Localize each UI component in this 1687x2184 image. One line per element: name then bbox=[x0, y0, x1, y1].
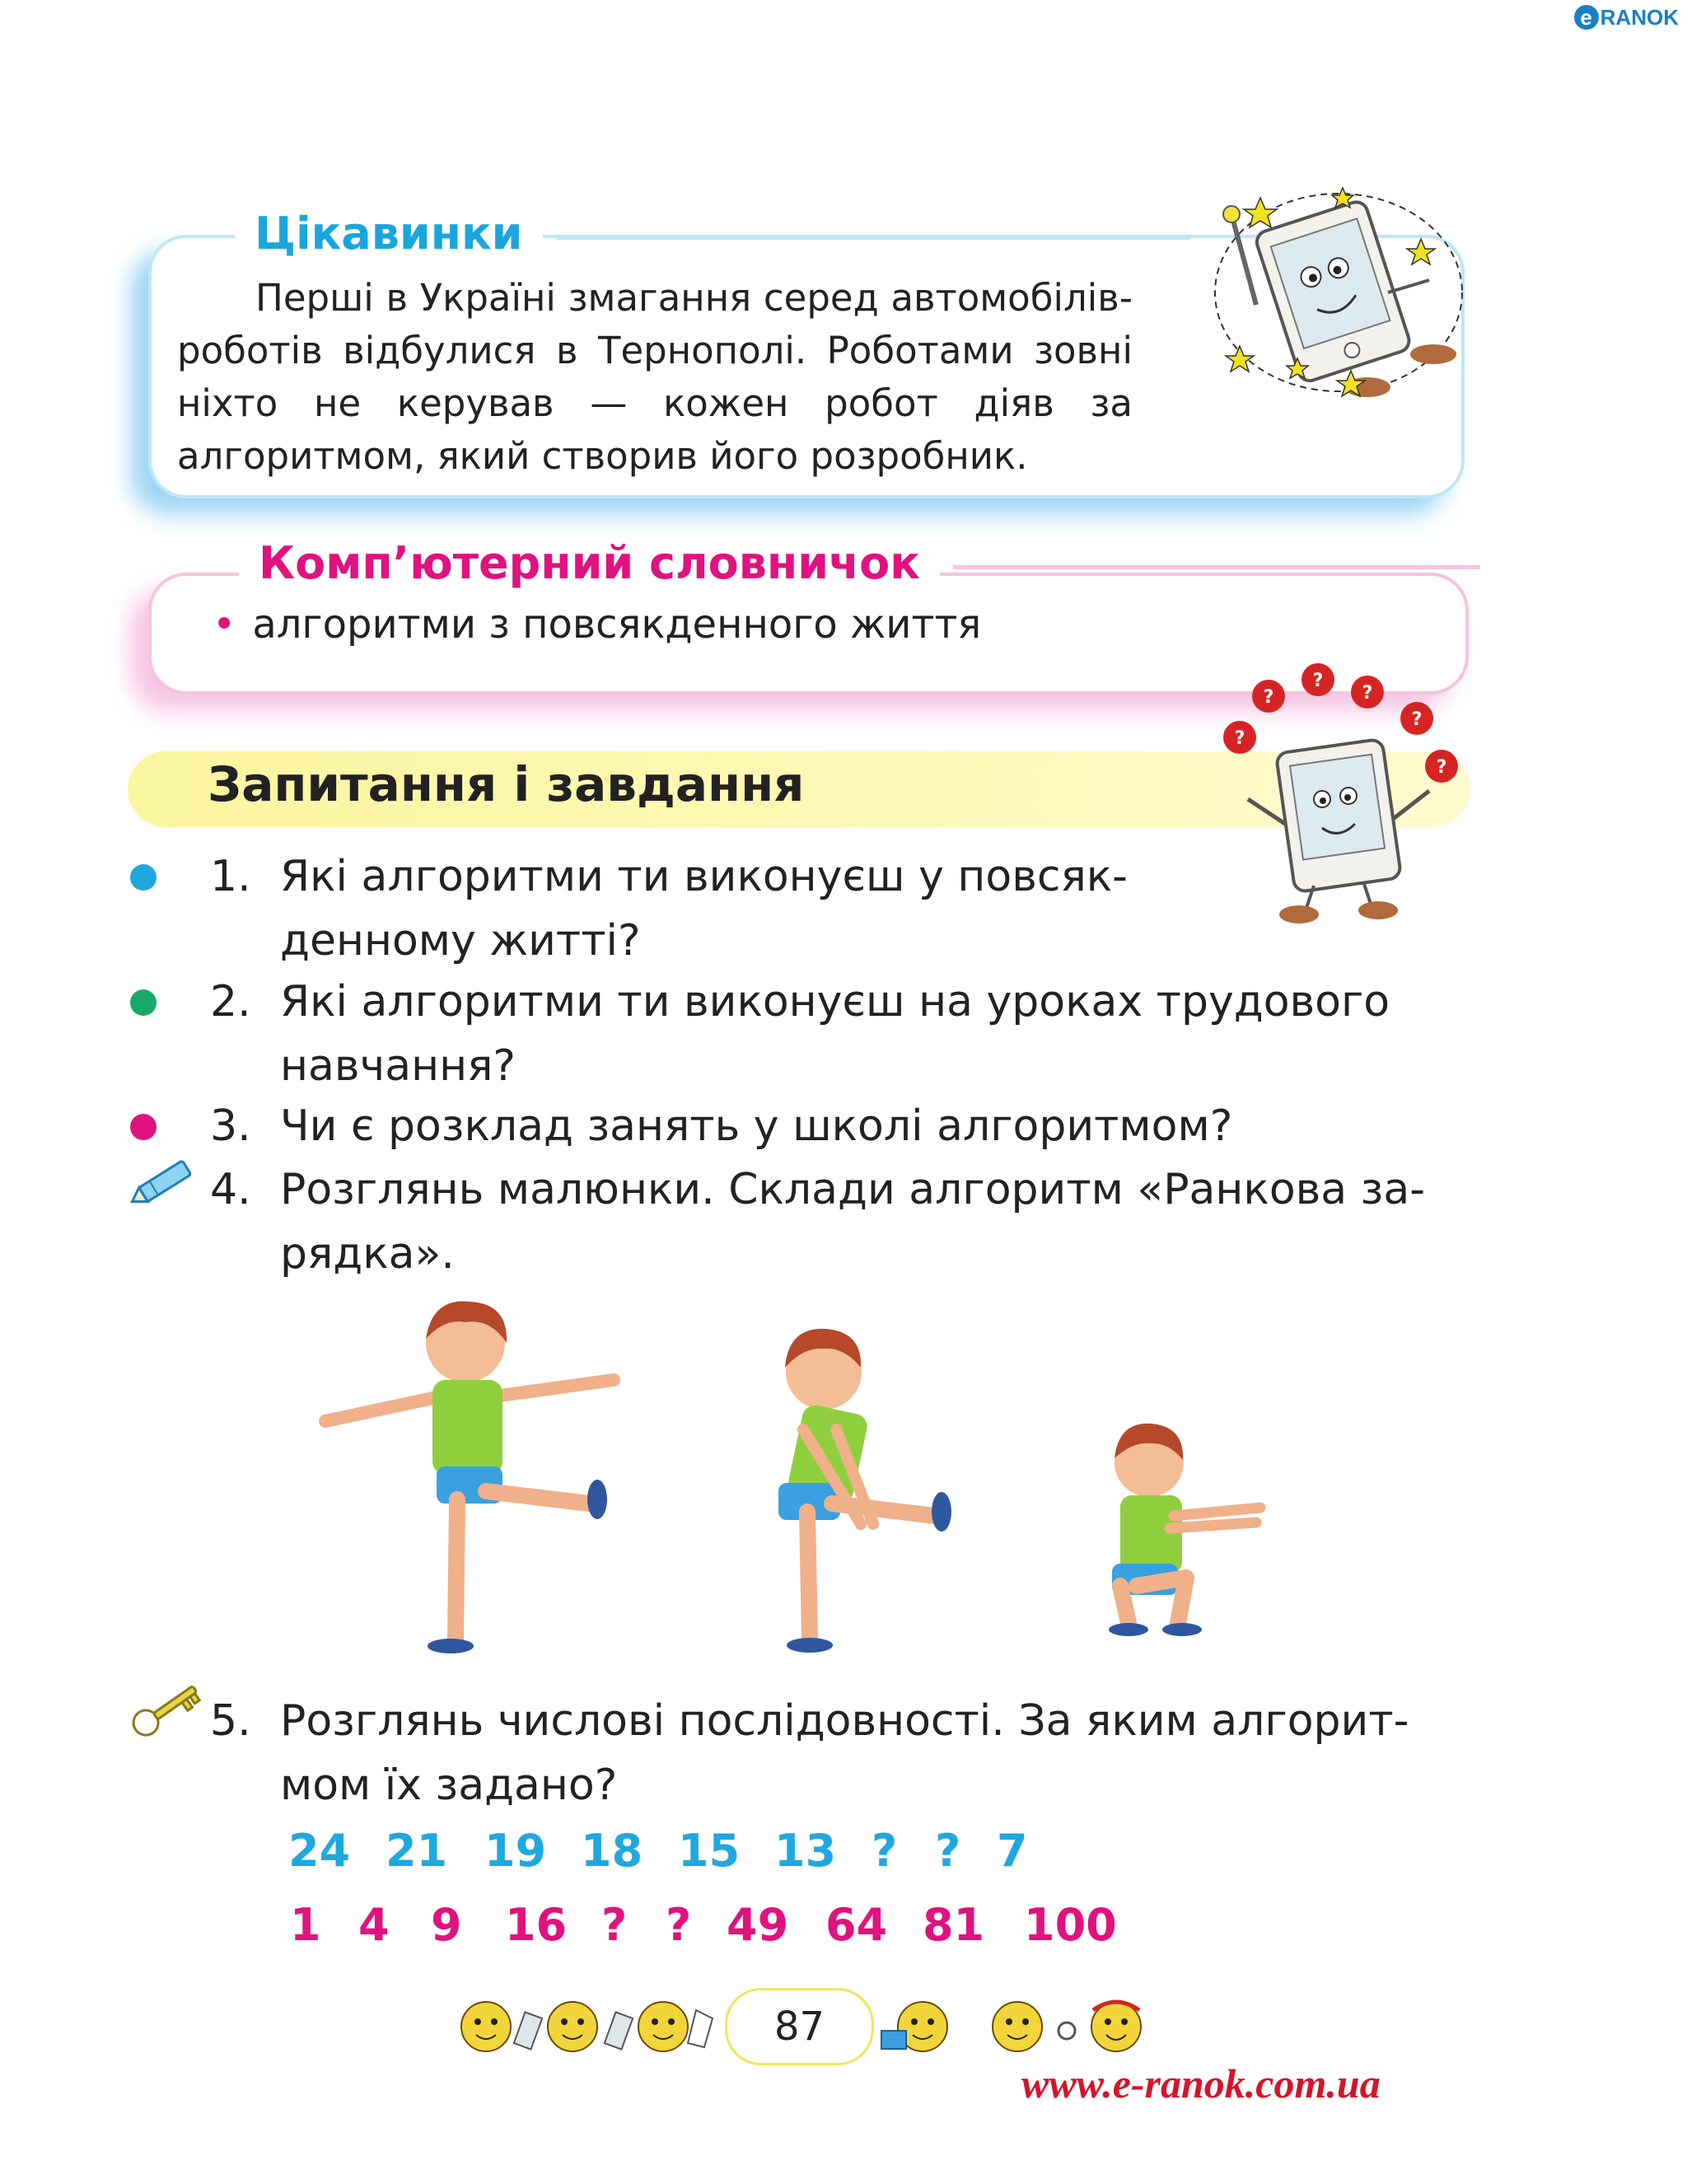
question-1: 1. Які алгоритми ти виконуєш у повсяк- денному житті? bbox=[210, 852, 1128, 966]
sequence-1-item: ? bbox=[935, 1825, 961, 1877]
sequence-1-item: 19 bbox=[484, 1825, 547, 1877]
sequence-1-item: 21 bbox=[386, 1825, 448, 1877]
number-sequence-1 bbox=[0, 1825, 1687, 1882]
svg-text:?: ? bbox=[1234, 728, 1245, 749]
number-sequence-2 bbox=[0, 1899, 1687, 1957]
sequence-1-item: 24 bbox=[288, 1825, 351, 1877]
sequence-2-item: 9 bbox=[431, 1899, 462, 1951]
sequence-2-item: 16 bbox=[505, 1899, 568, 1951]
svg-text:?: ? bbox=[1362, 683, 1373, 704]
sequence-2-item: 64 bbox=[825, 1899, 888, 1951]
svg-text:?: ? bbox=[1411, 709, 1423, 730]
svg-text:?: ? bbox=[1312, 671, 1324, 691]
svg-text:?: ? bbox=[1436, 757, 1447, 778]
page-number: 87 bbox=[725, 1988, 874, 2065]
question-5: 5. Розглянь числові послідовності. За яким алгорит- мом їх задано? bbox=[210, 1696, 1409, 1810]
sequence-1-item: 13 bbox=[774, 1825, 837, 1877]
pencil-icon bbox=[124, 1153, 206, 1211]
sequence-2-item: 4 bbox=[358, 1899, 390, 1951]
exercise-figure-1 bbox=[317, 1293, 622, 1656]
question-4: 4. Розглянь малюнки. Склади алгоритм «Ранкова за- рядка». bbox=[210, 1165, 1425, 1279]
bullet-dot: • bbox=[213, 601, 236, 648]
question-3-marker bbox=[130, 1114, 157, 1140]
sequence-2-item: 49 bbox=[727, 1899, 789, 1951]
dictionary-box-title: Комп’ютерний словничок bbox=[239, 537, 940, 589]
question-1-marker bbox=[130, 864, 157, 891]
sequence-1-item: 7 bbox=[997, 1825, 1028, 1877]
sequence-1-item: 18 bbox=[581, 1825, 643, 1877]
fact-box-title: Цікавинки bbox=[235, 208, 543, 260]
fact-text: Перші в Україні змагання серед автомобілів-роботів відбулися в Тернополі. Роботами зовні ніхто не керував — кожен робот діяв за алгоритмом, який створив його розробник. bbox=[177, 276, 1133, 478]
publisher-url[interactable]: www.e-ranok.com.ua bbox=[1021, 2060, 1381, 2107]
dictionary-item: • алгоритми з повсякденного життя bbox=[213, 601, 982, 648]
question-2-marker bbox=[130, 989, 157, 1016]
sequence-2-item: 1 bbox=[290, 1899, 321, 1951]
questions-heading: Запитання і завдання bbox=[208, 756, 805, 812]
exercise-figure-2 bbox=[737, 1314, 968, 1660]
question-2: 2. Які алгоритми ти виконуєш на уроках трудового навчання? bbox=[210, 977, 1390, 1091]
sequence-1-item: ? bbox=[872, 1825, 898, 1877]
tablet-mascot-wand-illustration bbox=[1194, 181, 1466, 412]
svg-text:?: ? bbox=[1263, 687, 1274, 708]
publisher-logo: e RANOK bbox=[1574, 5, 1679, 30]
sequence-2-item: ? bbox=[666, 1899, 692, 1951]
sequence-2-item: ? bbox=[601, 1899, 628, 1951]
sequence-2-item: 100 bbox=[1024, 1899, 1117, 1951]
exercise-figure-3 bbox=[1087, 1417, 1277, 1639]
footer-decoration-right bbox=[877, 1985, 1157, 2068]
question-3: 3. Чи є розклад занять у школі алгоритмом? bbox=[210, 1101, 1233, 1151]
key-icon bbox=[124, 1672, 206, 1747]
sequence-1-item: 15 bbox=[678, 1825, 741, 1877]
footer-decoration-left bbox=[453, 1985, 717, 2068]
sequence-2-item: 81 bbox=[923, 1899, 985, 1951]
